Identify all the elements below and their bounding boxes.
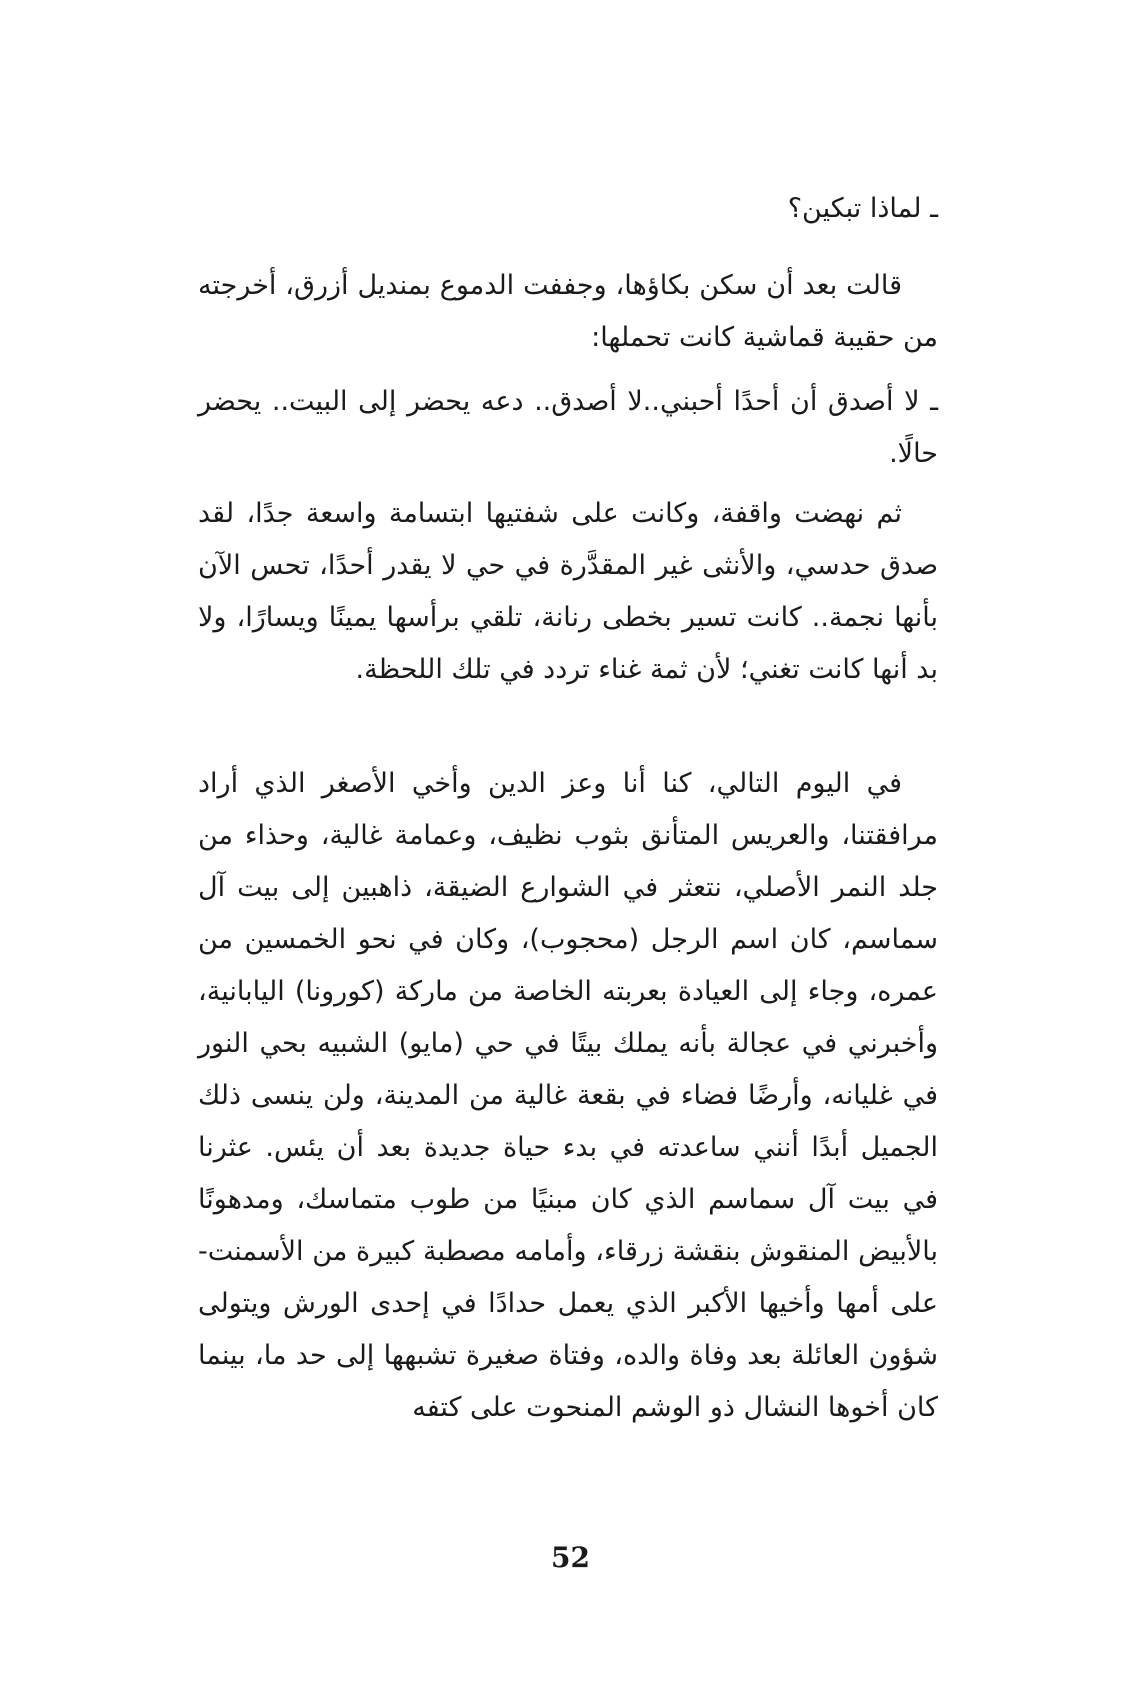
dialogue-line-cant-believe: ـ لا أصدق أن أحدًا أحبني..لا أصدق.. دعه يحضر إلى البيت.. يحضر حالًا. xyxy=(198,386,938,469)
paragraph-after-crying: قالت بعد أن سكن بكاؤها، وجففت الدموع بمنديل أزرق، أخرجته من حقيبة قماشية كانت تحملها: xyxy=(198,270,938,353)
page-number: 52 xyxy=(551,1541,590,1574)
paragraph-stood-up: ثم نهضت واقفة، وكانت على شفتيها ابتسامة واسعة جدًا، لقد صدق حدسي، والأنثى غير المقدَّرة في حي لا يقدر أحدًا، تحس الآن بأنها نجمة.. كانت تسير بخطى رنانة، تلقي برأسها يمينًا ويسارًا، ولا بد أنها كانت تغني؛ لأن ثمة غناء تردد في تلك اللحظة. xyxy=(198,498,938,685)
paragraph-next-day: في اليوم التالي، كنا أنا وعز الدين وأخي الأصغر الذي أراد مرافقتنا، والعريس المتأنق بثوب نظيف، وعمامة غالية، وحذاء من جلد النمر الأصلي، نتعثر في الشوارع الضيقة، ذاهبين إلى بيت آل سماسم، كان اسم الرجل (محجوب)، وكان في نحو الخمسين من عمره، وجاء إلى العيادة بعربته الخاصة من ماركة (كورونا) اليابانية، وأخبرني في عجالة بأنه يملك بيتًا في حي (مايو) الشبيه بحي النور في غليانه، وأرضًا فضاء في بقعة غالية من المدينة، ولن ينسى ذلك الجميل أبدًا أنني ساعدته في بدء حياة جديدة بعد أن يئس. عثرنا في بيت آل سماسم الذي كان مبنيًا من طوب متماسك، ومدهونًا بالأبيض المنقوش بنقشة زرقاء، وأمامه مصطبة كبيرة من الأسمنت-على أمها وأخيها الأكبر الذي يعمل حدادًا في إحدى الورش ويتولى شؤون العائلة بعد وفاة والده، وفتاة صغيرة تشبهها إلى حد ما، بينما كان أخوها النشال ذو الوشم المنحوت على كتفه xyxy=(198,768,938,1423)
dialogue-line-why-crying: ـ لماذا تبكين؟ xyxy=(787,193,938,224)
